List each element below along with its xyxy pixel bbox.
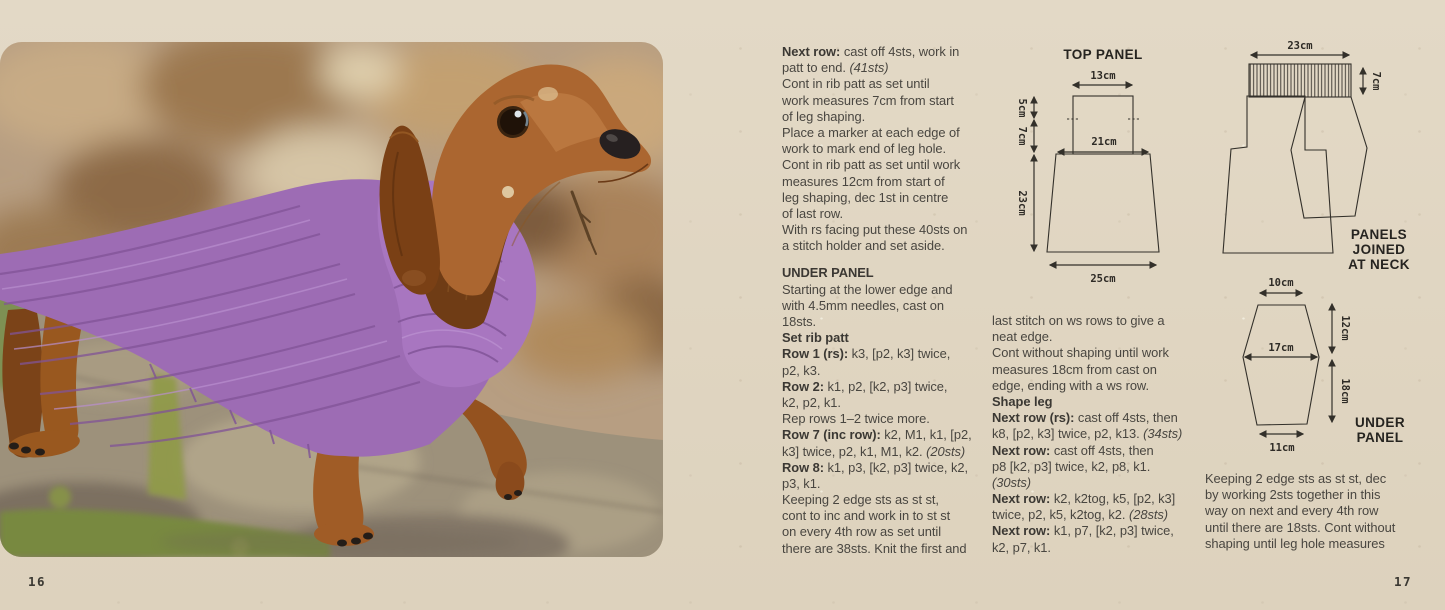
pattern-line: (30sts) — [992, 474, 1032, 490]
pattern-line: edge, ending with a ws row. — [992, 377, 1150, 393]
pattern-line: Rep rows 1–2 twice more. — [782, 411, 930, 427]
dim-label-body-height: 23cm — [1016, 190, 1028, 216]
dim-label-shoulder-width: 21cm — [1091, 136, 1117, 148]
pattern-line: Next row (rs): cast off 4sts, then — [992, 410, 1178, 426]
pattern-line: twice, p2, k5, k2tog, k2. (28sts) — [992, 507, 1169, 523]
dog-cheek-spot — [502, 186, 514, 198]
dim-label-band-width: 23cm — [1287, 40, 1313, 52]
page-number-left: 16 — [28, 574, 47, 589]
dim-label-upper-height: 12cm — [1339, 315, 1351, 341]
pattern-line: Next row: cast off 4sts, then — [992, 442, 1154, 458]
pattern-line: patt to end. (41sts) — [782, 60, 889, 76]
pattern-line: k2, p2, k1. — [782, 394, 841, 410]
pattern-line: until there are 18sts. Cont without — [1205, 519, 1396, 535]
pattern-line: work to mark end of leg hole. — [782, 141, 947, 157]
neck-rib-band — [1249, 64, 1351, 97]
under-panel-schematic — [1235, 270, 1445, 460]
dachshund-sweater-photo — [0, 42, 663, 557]
dim-label-neck-width: 13cm — [1090, 70, 1116, 82]
pattern-line: Shape leg — [992, 393, 1053, 409]
pattern-line: measures 18cm from cast on — [992, 361, 1157, 377]
pattern-line: leg shaping, dec 1st in centre — [782, 189, 949, 205]
under-panel-label-line2: PANEL — [1356, 430, 1404, 445]
dim-label-lower-height: 18cm — [1339, 378, 1351, 404]
dim-label-rib-lower: 7cm — [1016, 126, 1028, 146]
pattern-line: work measures 7cm from start — [782, 92, 954, 108]
page-number-right: 17 — [1394, 574, 1413, 589]
pattern-line: Set rib patt — [782, 330, 849, 346]
pattern-line: Cont in rib patt as set until work — [782, 157, 961, 173]
under-panel-label-line1: UNDER — [1354, 415, 1406, 430]
pattern-line: Row 1 (rs): k3, [p2, k3] twice, — [782, 346, 951, 362]
pattern-line: Row 2: k1, p2, [k2, p3] twice, — [782, 378, 948, 394]
pattern-line: there are 38sts. Knit the first and — [782, 540, 967, 556]
pattern-line: Cont in rib patt as set until — [782, 76, 930, 92]
pattern-line: Place a marker at each edge of — [782, 124, 960, 140]
pattern-line: shaping until leg hole measures — [1205, 535, 1385, 551]
pattern-line: with 4.5mm needles, cast on — [782, 297, 945, 313]
pattern-line: Row 8: k1, p3, [k2, p3] twice, k2, — [782, 459, 969, 475]
joined-panels-label-line1: PANELS — [1350, 227, 1408, 242]
pattern-line: way on next and every 4th row — [1205, 503, 1379, 519]
pattern-line: Row 7 (inc row): k2, M1, k1, [p2, — [782, 427, 972, 443]
pattern-line: of last row. — [782, 205, 844, 221]
pattern-line: Next row: k2, k2tog, k5, [p2, k3] — [992, 491, 1176, 507]
joined-top-panel-outline — [1223, 96, 1333, 253]
pattern-line: p2, k3. — [782, 362, 821, 378]
pattern-line: on every 4th row as set until — [782, 524, 942, 540]
dim-label-top-width: 10cm — [1268, 277, 1294, 289]
pattern-line: UNDER PANEL — [782, 265, 874, 281]
dim-label-bottom-width: 11cm — [1269, 442, 1295, 454]
under-panel-outline — [1243, 305, 1319, 425]
dim-label-rib-upper: 5cm — [1016, 98, 1028, 118]
panels-joined-schematic — [1215, 33, 1445, 278]
pattern-line: k2, p7, k1. — [992, 539, 1051, 555]
joined-panels-label-line2: JOINED — [1352, 242, 1406, 257]
pattern-line: Next row: k1, p7, [k2, p3] twice, — [992, 523, 1174, 539]
pattern-line: p3, k1. — [782, 475, 821, 491]
pattern-line: by working 2sts together in this — [1205, 487, 1381, 503]
pattern-line: of leg shaping. — [782, 108, 866, 124]
pattern-text-column-1 — [782, 44, 982, 557]
dim-label-mid-width: 17cm — [1268, 342, 1294, 354]
pattern-line: Next row: cast off 4sts, work in — [782, 44, 960, 59]
top-panel-title: TOP PANEL — [1063, 47, 1143, 62]
pattern-line: a stitch holder and set aside. — [782, 238, 945, 254]
pattern-line: neat edge. — [992, 329, 1053, 345]
pattern-line: last stitch on ws rows to give a — [992, 313, 1165, 328]
pattern-line: p8 [k2, p3] twice, k2, p8, k1. — [992, 458, 1151, 474]
pattern-text-column-2 — [992, 313, 1192, 556]
joined-panels-label-line3: AT NECK — [1348, 257, 1410, 272]
photo-illustration — [0, 42, 663, 557]
body-outline — [1047, 154, 1159, 252]
pattern-line: Keeping 2 edge sts as st st, dec — [1205, 471, 1387, 486]
pattern-line: k3] twice, p2, k1, M1, k2. (20sts) — [782, 443, 966, 459]
pattern-line: cont to inc and work in to st st — [782, 508, 951, 524]
top-panel-schematic — [1015, 40, 1175, 290]
dim-label-band-height: 7cm — [1370, 71, 1382, 91]
pattern-line: measures 12cm from start of — [782, 173, 945, 189]
pattern-line: Keeping 2 edge sts as st st, — [782, 492, 939, 508]
pattern-text-column-3 — [1205, 471, 1410, 552]
dim-label-hem-width: 25cm — [1090, 273, 1116, 285]
pattern-line: Cont without shaping until work — [992, 345, 1169, 361]
pattern-line: With rs facing put these 40sts on — [782, 222, 968, 238]
pattern-line: Starting at the lower edge and — [782, 281, 953, 297]
pattern-line: k8, [p2, k3] twice, p2, k13. (34sts) — [992, 426, 1183, 442]
pattern-line: 18sts. — [782, 314, 817, 329]
